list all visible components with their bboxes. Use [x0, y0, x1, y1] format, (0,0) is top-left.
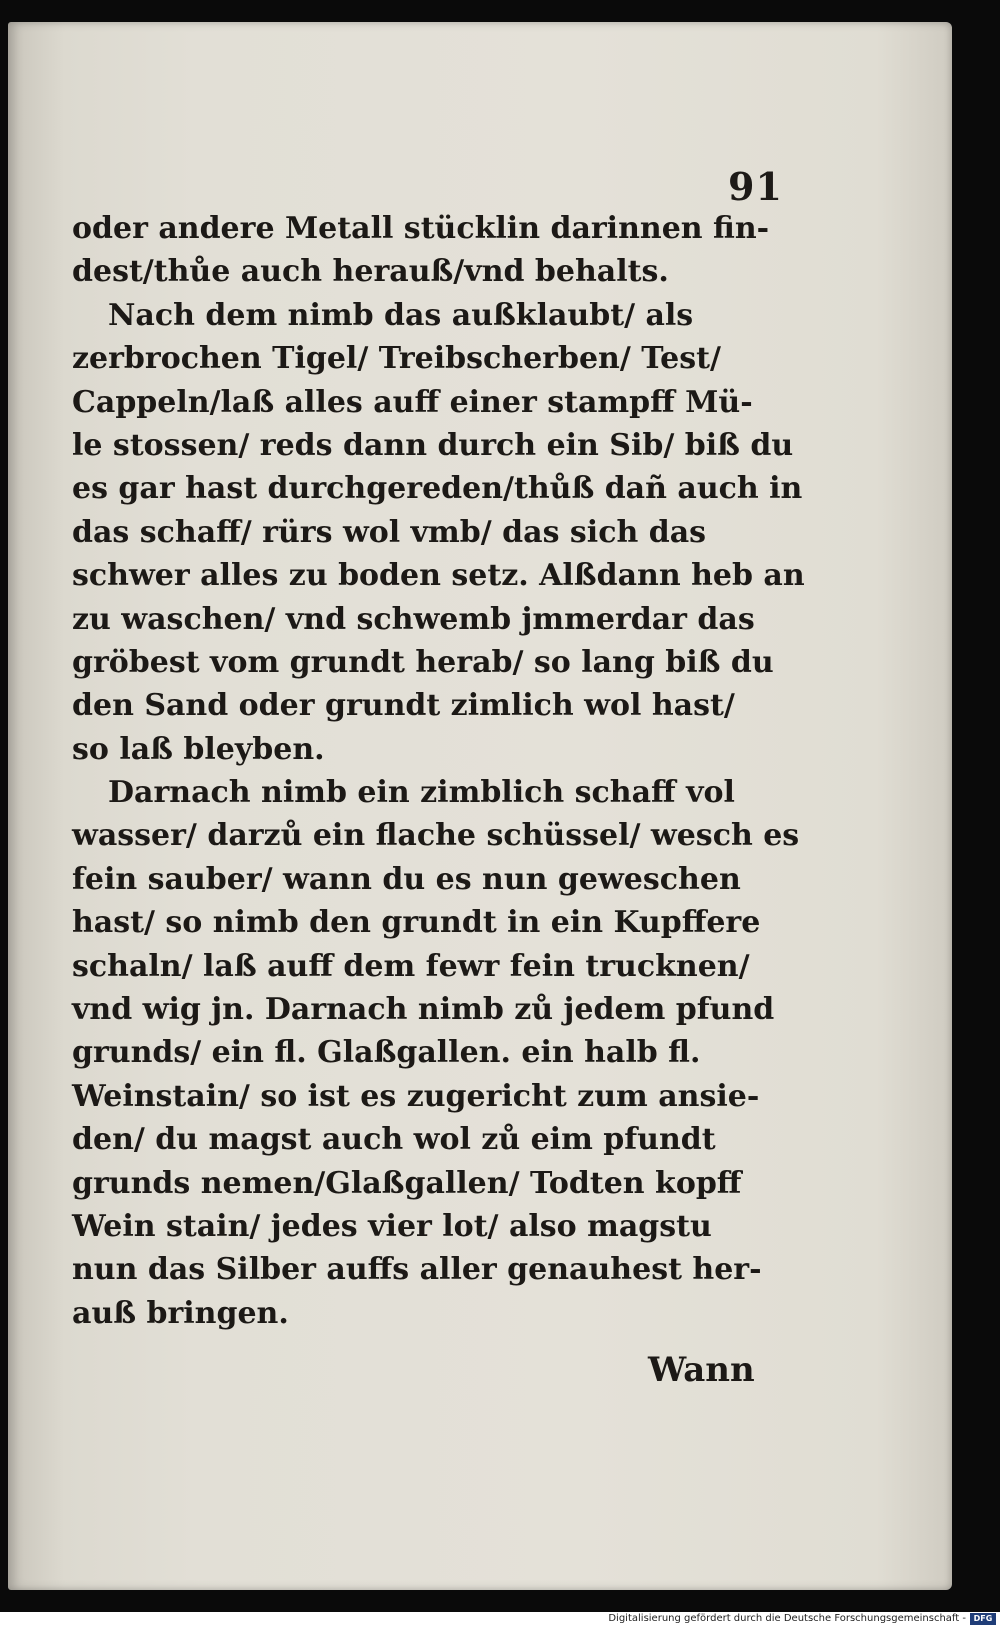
text-line: hast/ so nimb den grundt in ein Kupffere — [72, 905, 761, 941]
text-line: nun das Silber auffs aller genauhest her- — [72, 1252, 762, 1288]
page-number: 91 — [728, 164, 783, 209]
text-line: so laß bleyben. — [72, 731, 325, 767]
text-line: zerbrochen Tigel/ Treibscherben/ Test/ — [72, 341, 721, 377]
text-line: den/ du magst auch wol zů eim pfundt — [72, 1122, 716, 1158]
text-line: grunds/ ein fl. Glaßgallen. ein halb fl. — [72, 1035, 701, 1071]
text-line: fein sauber/ wann du es nun geweschen — [72, 861, 741, 897]
text-line: zu waschen/ vnd schwemb jmmerdar das — [72, 601, 755, 637]
text-line: auß bringen. — [72, 1295, 289, 1331]
text-line: oder andere Metall stücklin darinnen fin- — [72, 211, 770, 246]
text-line: wasser/ darzů ein flache schüssel/ wesch es — [72, 818, 800, 854]
text-line: gröbest vom grundt herab/ so lang biß du — [72, 644, 774, 680]
text-line: Wein stain/ jedes vier lot/ also magstu — [72, 1208, 712, 1244]
text-line: schaln/ laß auff dem fewr fein trucknen/ — [72, 948, 750, 984]
footer-credit: Digitalisierung gefördert durch die Deutsche Forschungsgemeinschaft - — [608, 1613, 966, 1624]
text-line: schwer alles zu boden setz. Alßdann heb an — [72, 558, 805, 594]
page-text — [72, 207, 805, 1335]
text-line: le stossen/ reds dann durch ein Sib/ biß du — [72, 427, 794, 463]
text-line: den Sand oder grundt zimlich wol hast/ — [72, 688, 735, 724]
text-line: Cappeln/laß alles auff einer stampff Mü- — [72, 384, 753, 420]
text-line: es gar hast durchgereden/thůß dañ auch in — [72, 471, 803, 507]
dfg-logo: DFG — [970, 1613, 996, 1625]
text-line: Darnach nimb ein zimblich schaff vol — [108, 775, 735, 811]
text-line: das schaff/ rürs wol vmb/ das sich das — [72, 514, 707, 550]
text-line: grunds nemen/Glaßgallen/ Todten kopff — [72, 1165, 742, 1201]
book-page — [8, 22, 952, 1590]
catchword: Wann — [648, 1350, 755, 1390]
text-line: vnd wig jn. Darnach nimb zů jedem pfund — [72, 992, 775, 1028]
text-line: Weinstain/ so ist es zugericht zum ansie- — [72, 1078, 760, 1114]
text-line: dest/thůe auch herauß/vnd behalts. — [72, 254, 669, 290]
text-line: Nach dem nimb das außklaubt/ als — [108, 297, 694, 333]
